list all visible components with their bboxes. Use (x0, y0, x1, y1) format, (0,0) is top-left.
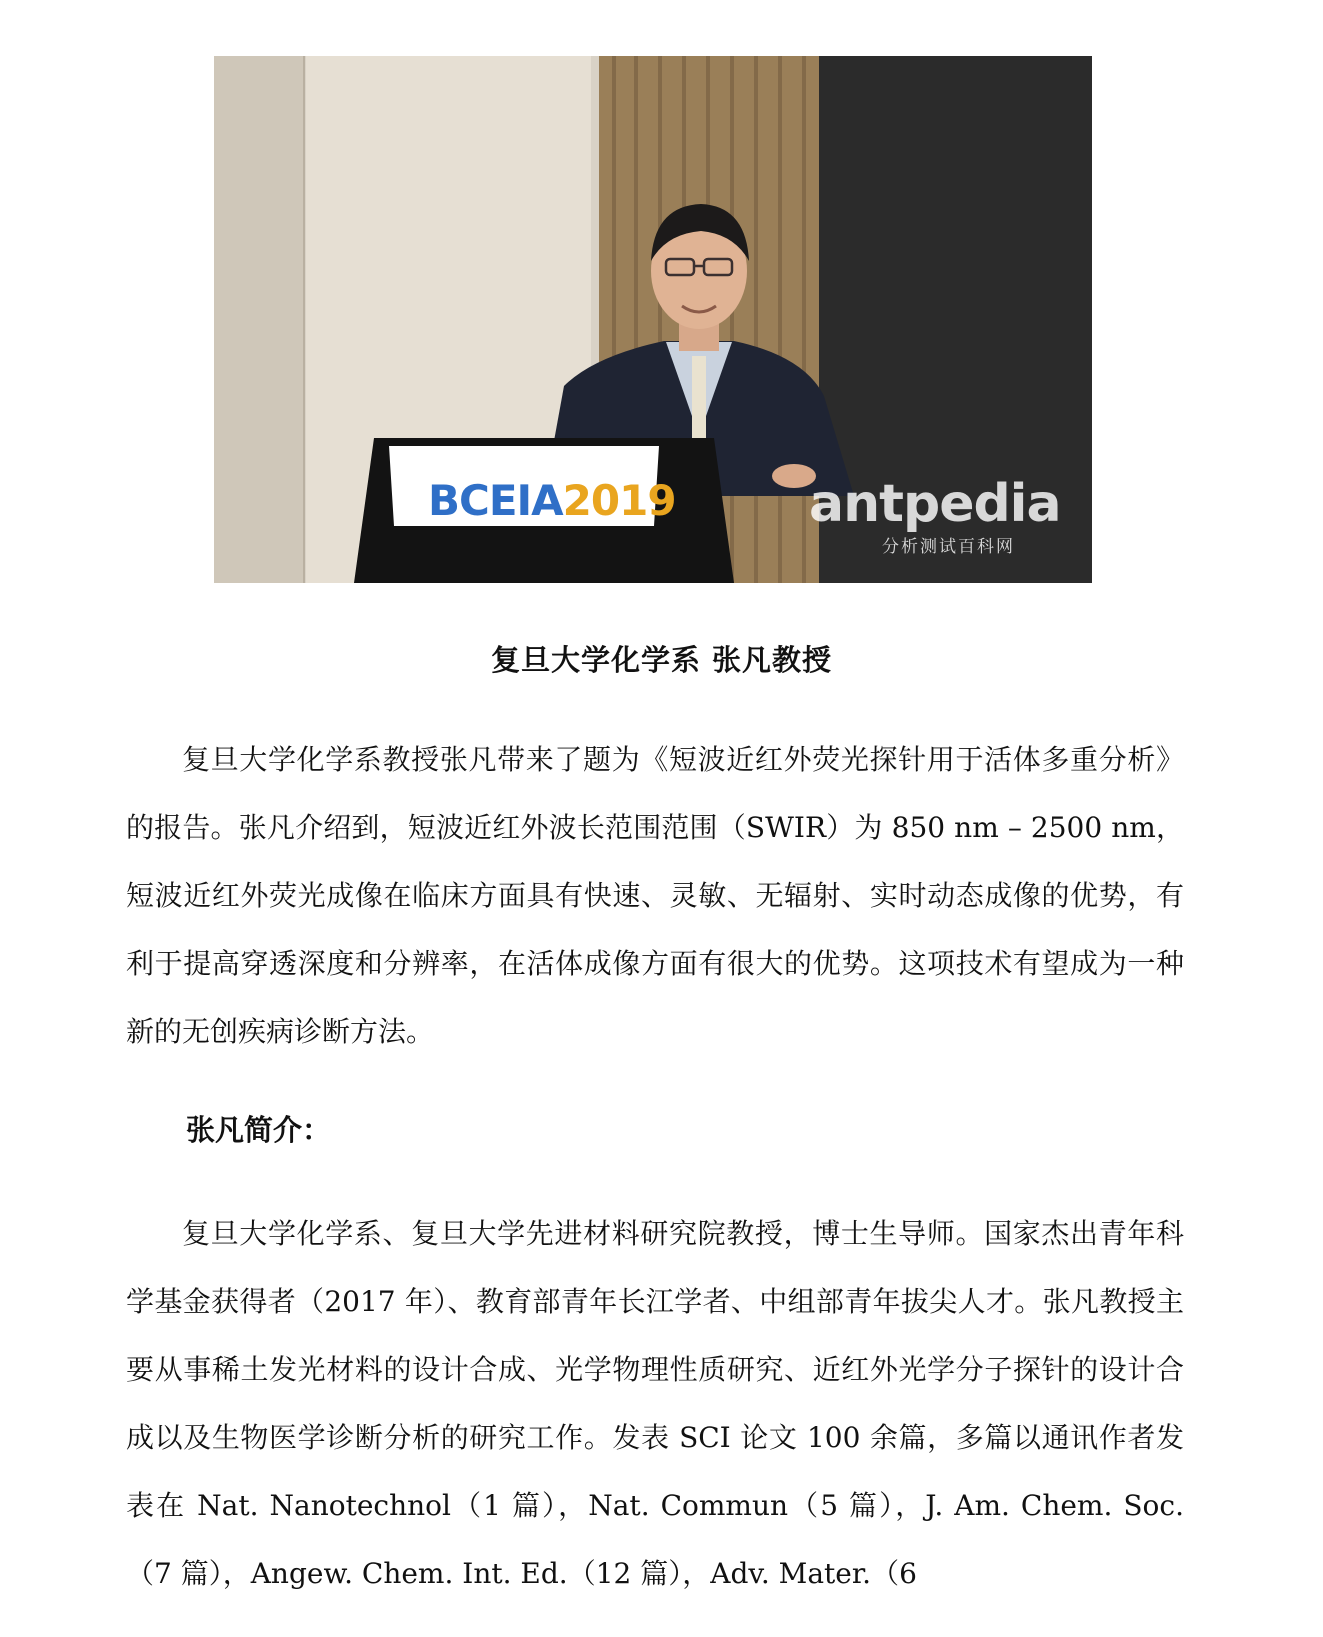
podium-logo-bceia: BCEIA (428, 476, 563, 525)
paragraph-report: 复旦大学化学系教授张凡带来了题为《短波近红外荧光探针用于活体多重分析》的报告。张凡介绍到，短波近红外波长范围范围（SWIR）为 850 nm – 2500 nm，短波近红外荧光成像在临床方面具有快速、灵敏、无辐射、实时动态成像的优势，有利于提高穿透深度和分辨率，在活体成像方面有很大的优势。这项技术有望成为一种新的无创疾病诊断方法。 (126, 743, 1184, 1048)
podium-logo-year: 2019 (562, 476, 676, 525)
podium-logo (428, 476, 676, 525)
watermark-subtitle: 分析测试百科网 (882, 537, 1015, 557)
photo-caption: 复旦大学化学系 张凡教授 (490, 643, 833, 677)
section-heading-bio: 张凡简介： (186, 1113, 332, 1147)
paragraph-bio: 复旦大学化学系、复旦大学先进材料研究院教授，博士生导师。国家杰出青年科学基金获得者（2017 年）、教育部青年长江学者、中组部青年拔尖人才。张凡教授主要从事稀土发光材料的设计合成、光学物理性质研究、近红外光学分子探针的设计合成以及生物医学诊断分析的研究工作。发表 SCI 论文 100 余篇，多篇以通讯作者发表在 Nat. Nanotechnol（1 篇），Nat. Commun（5 篇），J. Am. Chem. Soc.（7 篇），Angew. Chem. Int. Ed.（12 篇），Adv. Mater.（6 (126, 1217, 1184, 1590)
speaker-photo (214, 56, 1092, 583)
watermark-brand: antpedia (809, 474, 1061, 534)
